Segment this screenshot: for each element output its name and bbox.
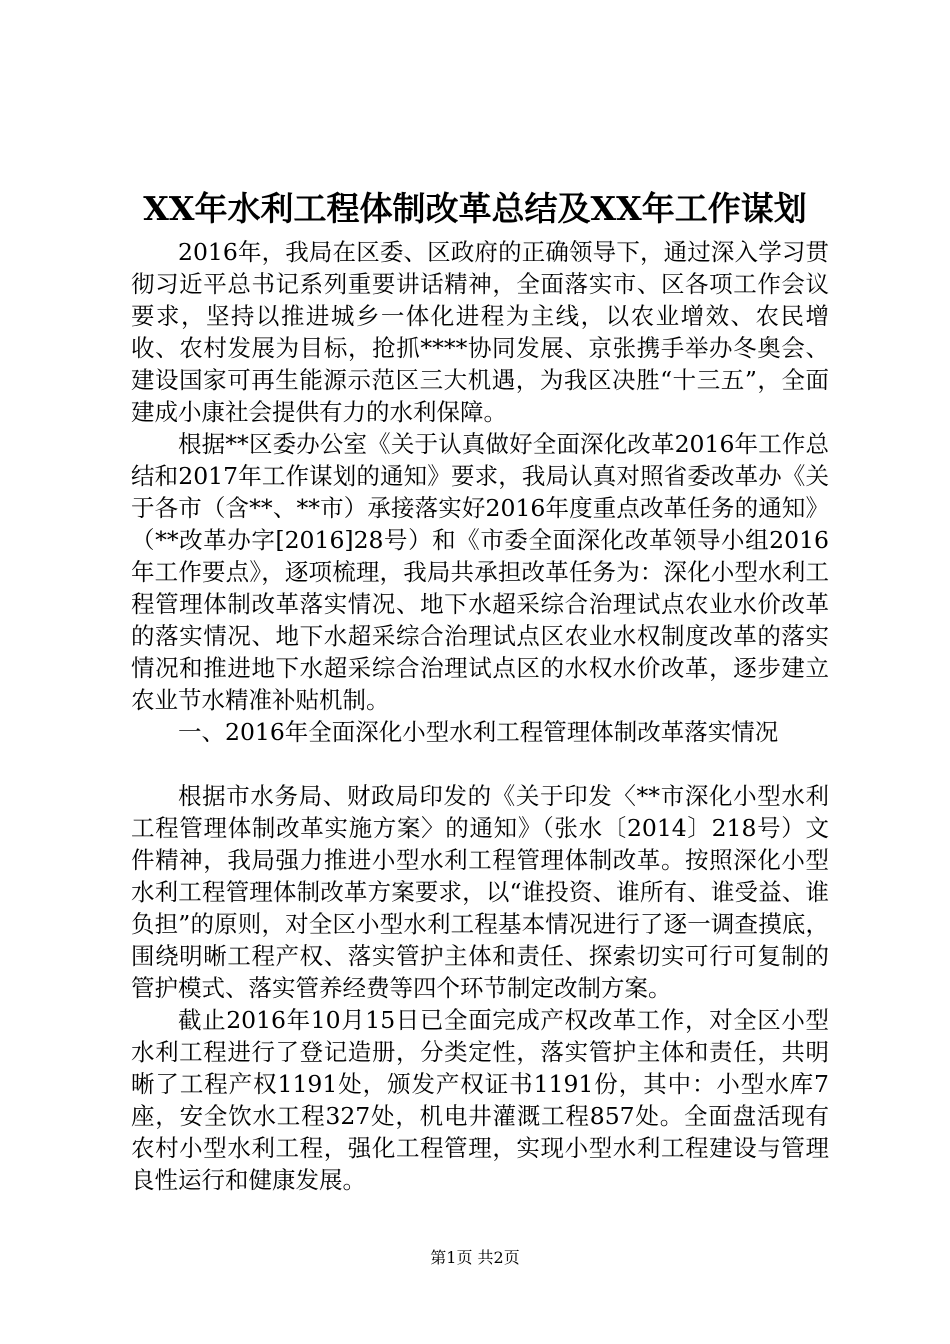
paragraph-reform-results: 截止2016年10月15日已全面完成产权改革工作，对全区小型水利工程进行了登记造册，分类定性，落实管护主体和责任，共明晰了工程产权1191处，颁发产权证书1191份，其中：小型水库7座，安全饮水工程327处，机电井灌溉工程857处。全面盘活现有农村小型水利工程，强化工程管理，实现小型水利工程建设与管理良性运行和健康发展。: [131, 1006, 829, 1194]
document-body: [131, 236, 829, 1196]
paragraph-basis: 根据**区委办公室《关于认真做好全面深化改革2016年工作总结和2017年工作谋划的通知》要求，我局认真对照省委改革办《关于各市（含**、**市）承接落实好2016年度重点改革任务的通知》（**改革办字[2016]28号）和《市委全面深化改革领导小组2016年工作要点》，逐项梳理，我局共承担改革任务为：深化小型水利工程管理体制改革落实情况、地下水超采综合治理试点农业水价改革的落实情况、地下水超采综合治理试点区农业水权制度改革的落实情况和推进地下水超采综合治理试点区的水权水价改革，逐步建立农业节水精准补贴机制。: [131, 430, 829, 714]
section-heading-1: 一、2016年全面深化小型水利工程管理体制改革落实情况: [178, 718, 779, 746]
paragraph-intro: 2016年，我局在区委、区政府的正确领导下，通过深入学习贯彻习近平总书记系列重要讲话精神，全面落实市、区各项工作会议要求，坚持以推进城乡一体化进程为主线，以农业增效、农民增收、农村发展为目标，抢抓****协同发展、京张携手举办冬奥会、建设国家可再生能源示范区三大机遇，为我区决胜“十三五”，全面建成小康社会提供有力的水利保障。: [131, 238, 829, 426]
document-title: XX年水利工程体制改革总结及XX年工作谋划: [143, 189, 807, 228]
paragraph-reform-plan: 根据市水务局、财政局印发的《关于印发〈**市深化小型水利工程管理体制改革实施方案〉的通知》（张水〔2014〕218号）文件精神，我局强力推进小型水利工程管理体制改革。按照深化小型水利工程管理体制改革方案要求，以“谁投资、谁所有、谁受益、谁负担”的原则，对全区小型水利工程基本情况进行了逐一调查摸底，围绕明晰工程产权、落实管护主体和责任、探索切实可行可复制的管护模式、落实管养经费等四个环节制定改制方案。: [131, 782, 829, 1002]
page-number-footer: 第1页 共2页: [430, 1248, 520, 1267]
